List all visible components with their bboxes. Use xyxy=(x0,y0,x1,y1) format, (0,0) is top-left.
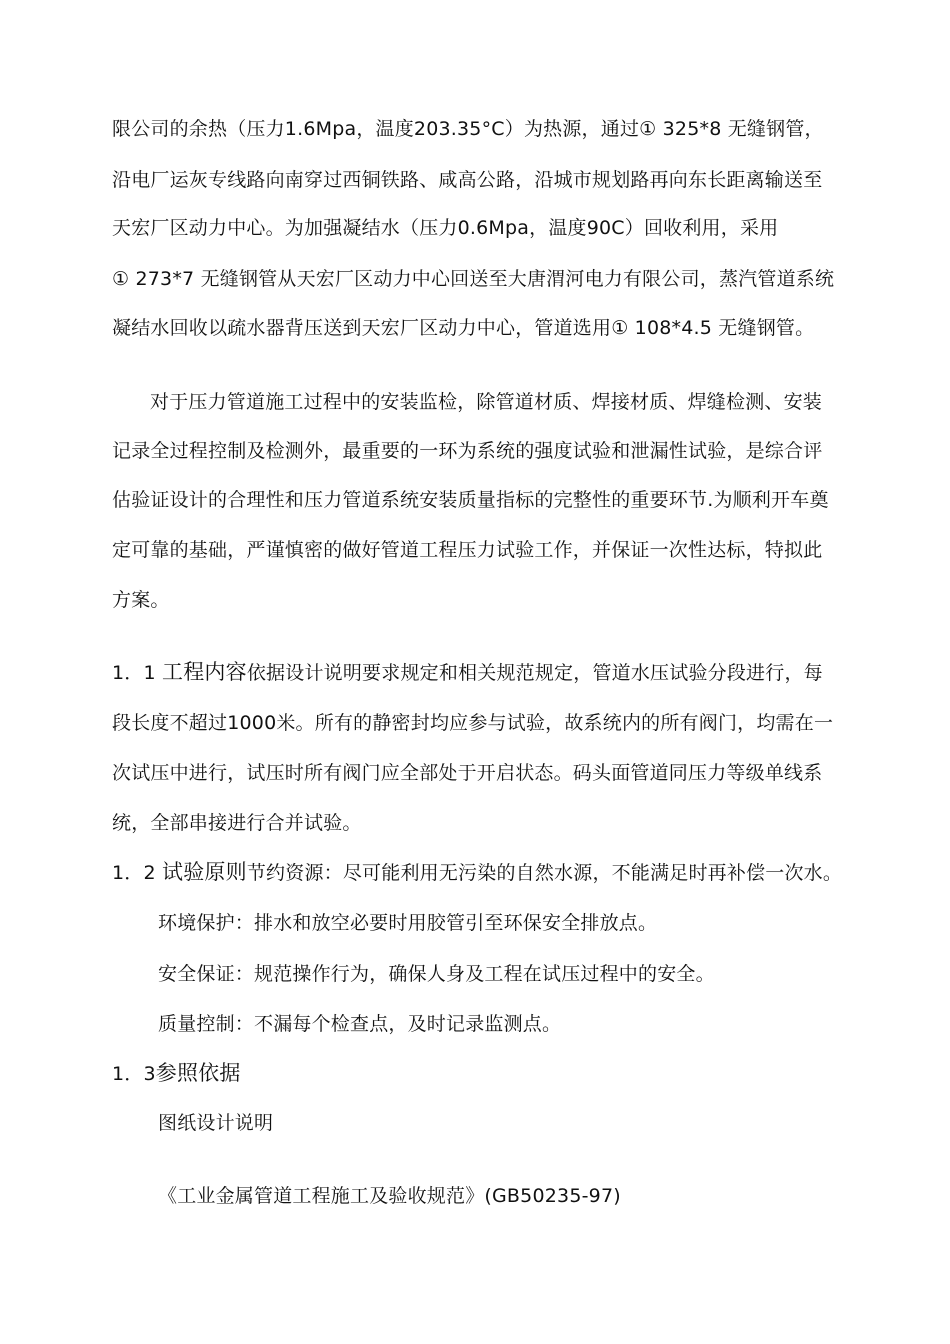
paragraph1-line-2: 沿电厂运灰专线路向南穿过西铜铁路、咸高公路，沿城市规划路再向东长距离输送至 xyxy=(112,169,823,191)
paragraph2-line-5: 方案。 xyxy=(112,589,170,611)
paragraph2-line-4: 定可靠的基础，严谨慎密的做好管道工程压力试验工作，并保证一次性达标，特拟此 xyxy=(112,539,823,561)
paragraph1-line-3: 天宏厂区动力中心。为加强凝结水（压力0.6Mpa，温度90C）回收利用，采用 xyxy=(112,217,779,239)
section-1-1-line-1: 依据设计说明要求规定和相关规范规定，管道水压试验分段进行，每 xyxy=(246,662,823,684)
section-1-1-number: 1．1 xyxy=(112,662,156,684)
section-1-3-number: 1．3 xyxy=(112,1063,156,1085)
section-1-2-principle-4: 质量控制：不漏每个检查点，及时记录监测点。 xyxy=(158,1013,562,1035)
paragraph2-line-1: 对于压力管道施工过程中的安装监检，除管道材质、焊接材质、焊缝检测、安装 xyxy=(150,391,823,413)
section-1-2-number: 1．2 xyxy=(112,862,156,884)
section-1-2-principle-1: 节约资源：尽可能利用无污染的自然水源，不能满足时再补偿一次水。 xyxy=(246,862,843,884)
section-1-1-title: 工程内容 xyxy=(162,660,247,684)
paragraph1-line-5: 凝结水回收以疏水器背压送到天宏厂区动力中心，管道选用① 108*4.5 无缝钢管。 xyxy=(112,317,815,339)
section-1-2-principle-2: 环境保护：排水和放空必要时用胶管引至环保安全排放点。 xyxy=(158,912,658,934)
section-1-1-first-line xyxy=(112,659,823,686)
paragraph2-line-3: 估验证设计的合理性和压力管道系统安装质量指标的完整性的重要环节.为顺利开车奠 xyxy=(112,489,829,511)
section-1-2-first-line xyxy=(112,859,842,886)
section-1-3-heading xyxy=(112,1060,241,1087)
section-1-2-title: 试验原则 xyxy=(162,860,247,884)
section-1-1-line-3: 次试压中进行，试压时所有阀门应全部处于开启状态。码头面管道同压力等级单线系 xyxy=(112,762,823,784)
paragraph1-line-4: ① 273*7 无缝钢管从天宏厂区动力中心回送至大唐渭河电力有限公司，蒸汽管道系统 xyxy=(112,268,835,290)
paragraph1-line-1: 限公司的余热（压力1.6Mpa，温度203.35°C）为热源，通过① 325*8 无缝钢管， xyxy=(112,118,824,140)
reference-item-2: 《工业金属管道工程施工及验收规范》(GB50235-97) xyxy=(158,1185,621,1207)
section-1-1-line-2: 段长度不超过1000米。所有的静密封均应参与试验，故系统内的所有阀门，均需在一 xyxy=(112,712,834,734)
paragraph2-line-2: 记录全过程控制及检测外，最重要的一环为系统的强度试验和泄漏性试验，是综合评 xyxy=(112,440,823,462)
section-1-3-title: 参照依据 xyxy=(155,1061,241,1085)
section-1-2-principle-3: 安全保证：规范操作行为，确保人身及工程在试压过程中的安全。 xyxy=(158,963,715,985)
section-1-1-line-4: 统，全部串接进行合并试验。 xyxy=(112,812,362,834)
reference-item-1: 图纸设计说明 xyxy=(158,1112,274,1134)
